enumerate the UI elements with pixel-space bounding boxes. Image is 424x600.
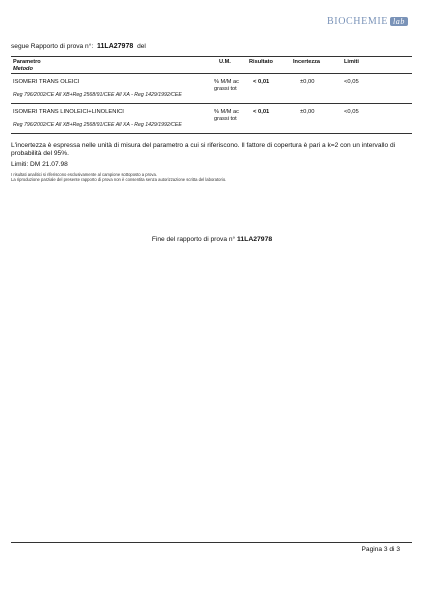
end-prefix: Fine del rapporto di prova n° xyxy=(151,236,236,243)
parameter-uncertainty: ±0,00 xyxy=(300,79,315,85)
header-suffix: del xyxy=(137,43,146,50)
parameter-method: Reg 796/2002/CE All XB+Reg 2568/91/CEE All XA - Reg 1429/1992/CEE xyxy=(13,92,182,98)
report-end xyxy=(0,236,424,243)
col-metodo: Metodo xyxy=(13,66,33,72)
col-incertezza: Incertezza xyxy=(293,59,321,65)
parameter-method: Reg 796/2002/CE All XB+Reg 2568/91/CEE All XA - Reg 1429/1992/CEE xyxy=(13,122,182,128)
unit-line-1: % M/M ac xyxy=(214,109,239,115)
col-um: U.M. xyxy=(219,59,231,65)
logo-text: BIOCHEMIE xyxy=(327,16,388,27)
parameter-result: < 0,01 xyxy=(253,79,270,85)
parameter-name: ISOMERI TRANS LINOLEICI+LINOLENICI xyxy=(13,109,124,115)
page-number: Pagina 3 di 3 xyxy=(361,546,400,553)
unit-line-2: grassi tot xyxy=(214,86,237,92)
row-divider xyxy=(11,133,412,134)
header-report-number: 11LA27978 xyxy=(97,43,134,50)
report-header xyxy=(11,43,146,50)
table-row xyxy=(11,77,412,105)
disclaimer-reproduction: La riproduzione parziale del presente rapporto di prova non è consentita senza autorizzazione scritta del laboratorio. xyxy=(11,177,227,182)
table-row xyxy=(11,107,412,135)
limits-note: Limiti: DM 21.07.98 xyxy=(11,161,68,168)
parameter-unit xyxy=(214,109,248,123)
col-limiti: Limiti xyxy=(344,59,359,65)
parameter-result: < 0,01 xyxy=(253,109,270,115)
parameter-unit xyxy=(214,79,248,93)
parameter-limit: <0,05 xyxy=(344,79,359,85)
uncertainty-note: L'incertezza è espressa nelle unità di misura del parametro a cui si riferiscono. Il fattore di copertura è pari a k=2 con un intervallo di probabilità del 95%. xyxy=(11,142,396,157)
header-prefix: segue Rapporto di prova n°: xyxy=(11,43,94,50)
parameter-uncertainty: ±0,00 xyxy=(300,109,315,115)
end-report-number: 11LA27978 xyxy=(236,236,273,243)
parameter-name: ISOMERI TRANS OLEICI xyxy=(13,79,80,85)
unit-line-2: grassi tot xyxy=(214,116,237,122)
table-header xyxy=(11,56,412,74)
unit-line-1: % M/M ac xyxy=(214,79,239,85)
biochemie-logo xyxy=(327,16,408,27)
row-divider xyxy=(11,103,412,104)
parameter-limit: <0,05 xyxy=(344,109,359,115)
col-risultato: Risultato xyxy=(249,59,273,65)
footer-divider xyxy=(11,542,412,543)
disclaimer-results: I risultati analitici si riferiscono esclusivamente al campione sottoposto a prova. xyxy=(11,172,157,177)
col-parametro: Parametro xyxy=(13,59,41,65)
logo-lab-tag: lab xyxy=(390,17,408,26)
